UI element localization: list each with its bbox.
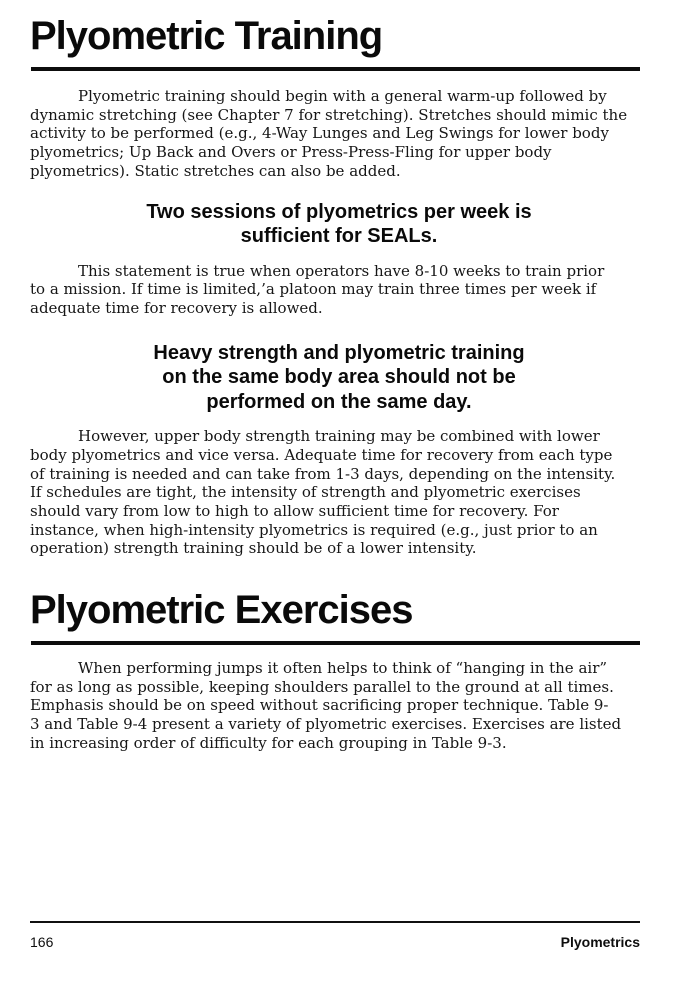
- text-line: to a mission. If time is limited,’a platoon may train three times per week if: [30, 280, 597, 299]
- text-line: performed on the same day.: [206, 390, 472, 413]
- text-line: 3 and Table 9-4 present a variety of plyometric exercises. Exercises are listed: [30, 715, 622, 734]
- text-line: of training is needed and can take from 1-3 days, depending on the intensity.: [30, 464, 616, 483]
- paragraph-warmup: [30, 87, 661, 181]
- title-underline-rule: [31, 641, 640, 645]
- text-line: plyometrics; Up Back and Overs or Press-Press-Fling for upper body: [30, 143, 552, 162]
- running-head: Plyometrics: [560, 934, 640, 950]
- paragraph-recovery: [30, 427, 661, 558]
- text-line: If schedules are tight, the intensity of strength and plyometric exercises: [30, 483, 581, 502]
- text-line: plyometrics). Static stretches can also be added.: [30, 161, 401, 180]
- callout-same-day-warning: [30, 341, 648, 415]
- text-line: Plyometric training should begin with a general warm-up followed by: [78, 87, 607, 105]
- title-underline-rule: [31, 67, 640, 71]
- text-line: operation) strength training should be of a lower intensity.: [30, 539, 477, 558]
- text-line: Emphasis should be on speed without sacrificing proper technique. Table 9-: [30, 696, 609, 715]
- footer-row: [30, 934, 640, 950]
- text-line: for as long as possible, keeping shoulders parallel to the ground at all times.: [30, 677, 614, 696]
- text-line: dynamic stretching (see Chapter 7 for stretching). Stretches should mimic the: [30, 105, 628, 124]
- footer-rule: [30, 921, 640, 923]
- text-line: Heavy strength and plyometric training: [153, 341, 525, 364]
- text-line: in increasing order of difficulty for each grouping in Table 9-3.: [30, 733, 507, 752]
- text-line: sufficient for SEALs.: [240, 225, 438, 248]
- page-title-plyometric-exercises: Plyometric Exercises: [30, 588, 413, 633]
- callout-sessions-per-week: [30, 200, 648, 249]
- page-title-plyometric-training: Plyometric Training: [30, 14, 383, 58]
- text-line: Two sessions of plyometrics per week is: [146, 200, 532, 223]
- text-line: instance, when high-intensity plyometrics is required (e.g., just prior to an: [30, 520, 598, 539]
- text-line: However, upper body strength training may be combined with lower: [78, 427, 600, 446]
- paragraph-statement: [30, 262, 661, 318]
- text-line: adequate time for recovery is allowed.: [30, 298, 323, 317]
- page-number: 166: [30, 934, 54, 950]
- paragraph-jumps: [30, 659, 661, 753]
- text-line: This statement is true when operators have 8-10 weeks to train prior: [78, 261, 605, 280]
- text-line: body plyometrics and vice versa. Adequate time for recovery from each type: [30, 445, 613, 464]
- text-line: When performing jumps it often helps to think of “hanging in the air”: [78, 659, 608, 678]
- text-line: on the same body area should not be: [162, 366, 516, 389]
- text-line: should vary from low to high to allow sufficient time for recovery. For: [30, 501, 559, 520]
- page-footer: [30, 921, 640, 950]
- text-line: activity to be performed (e.g., 4-Way Lunges and Leg Swings for lower body: [30, 124, 609, 143]
